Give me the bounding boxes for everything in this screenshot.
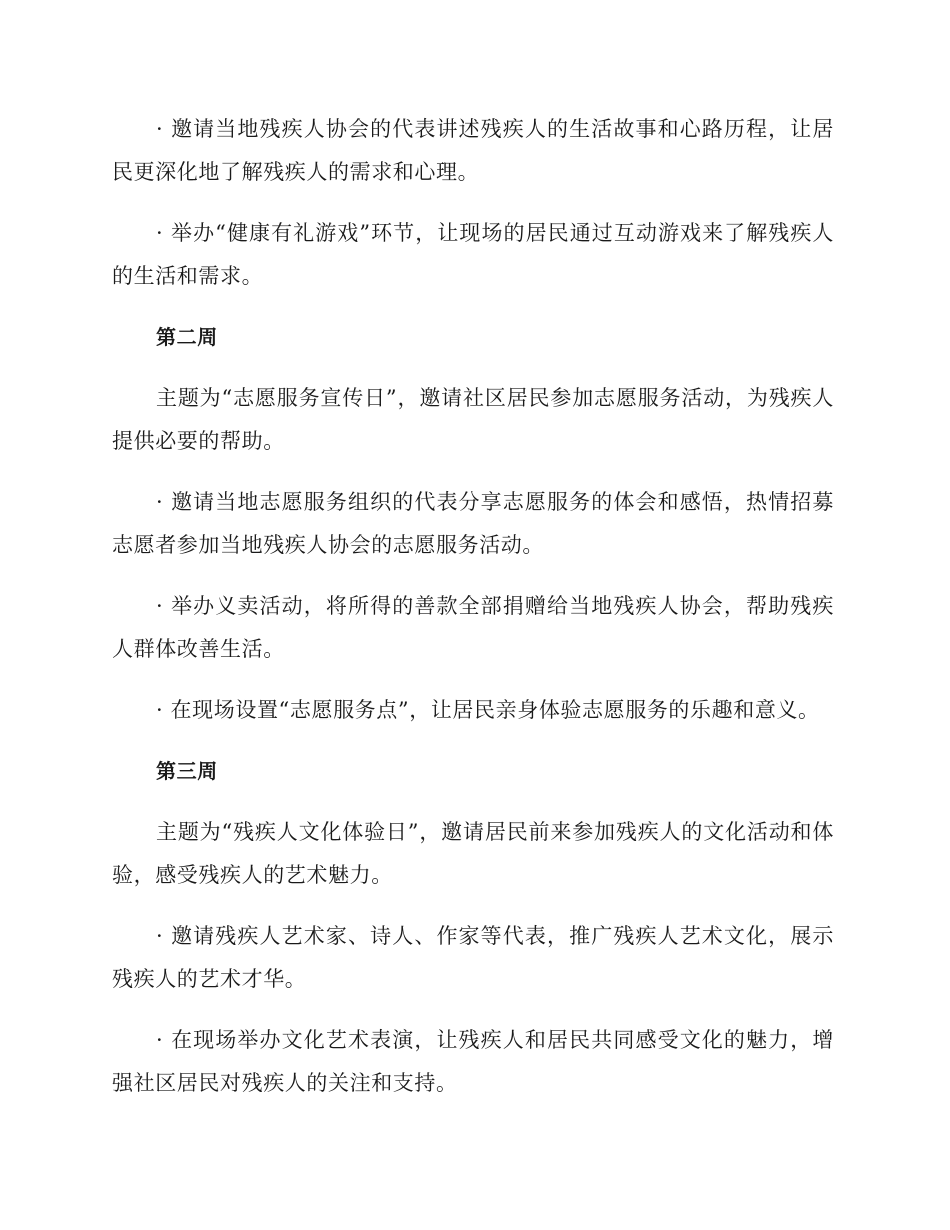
bullet-paragraph: · 邀请残疾人艺术家、诗人、作家等代表，推广残疾人艺术文化，展示残疾人的艺术才华。 xyxy=(112,924,834,991)
theme-paragraph: 主题为“残疾人文化体验日”，邀请居民前来参加残疾人的文化活动和体验，感受残疾人的艺术魅力。 xyxy=(112,820,834,887)
bullet-paragraph: · 邀请当地志愿服务组织的代表分享志愿服务的体会和感悟，热情招募志愿者参加当地残疾人协会的志愿服务活动。 xyxy=(112,490,834,557)
bullet-paragraph: · 举办“健康有礼游戏”环节，让现场的居民通过互动游戏来了解残疾人的生活和需求。 xyxy=(112,221,834,288)
bullet-paragraph: · 邀请当地残疾人协会的代表讲述残疾人的生活故事和心路历程，让居民更深化地了解残疾人的需求和心理。 xyxy=(112,117,834,184)
bullet-paragraph: · 在现场设置“志愿服务点”，让居民亲身体验志愿服务的乐趣和意义。 xyxy=(156,698,820,722)
bullet-paragraph: · 在现场举办文化艺术表演，让残疾人和居民共同感受文化的魅力，增强社区居民对残疾人的关注和支持。 xyxy=(112,1028,834,1095)
section-heading-week-3: 第三周 xyxy=(156,759,218,783)
document-body xyxy=(112,108,834,1123)
section-heading-week-2: 第二周 xyxy=(156,325,218,349)
bullet-paragraph: · 举办义卖活动，将所得的善款全部捐赠给当地残疾人协会，帮助残疾人群体改善生活。 xyxy=(112,594,834,661)
theme-paragraph: 主题为“志愿服务宣传日”，邀请社区居民参加志愿服务活动，为残疾人提供必要的帮助。 xyxy=(112,386,834,453)
